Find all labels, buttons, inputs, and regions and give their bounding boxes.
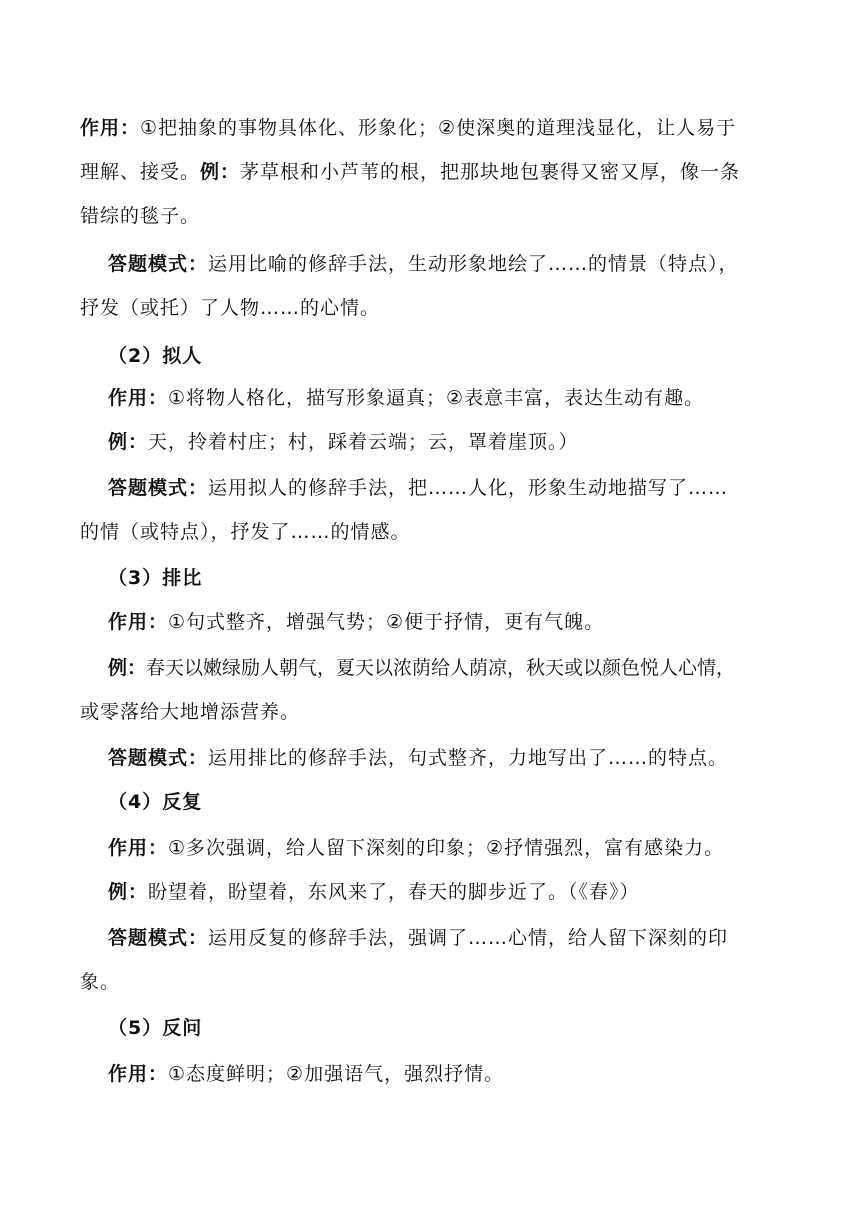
metaphor-pattern-line xyxy=(80,296,780,320)
effect-label: 作用： xyxy=(108,1063,169,1085)
pattern-text: 运用排比的修辞手法，句式整齐，力地写出了……的特点。 xyxy=(208,747,729,769)
effect-text: ①态度鲜明；②加强语气，强烈抒情。 xyxy=(168,1063,505,1085)
effect-text: ①多次强调，给人留下深刻的印象；②抒情强烈，富有感染力。 xyxy=(168,837,725,859)
rhetorical-question-effect-line xyxy=(108,1062,808,1086)
pattern-text: 运用反复的修辞手法，强调了……心情，给人留下深刻的印 xyxy=(208,927,729,949)
example-text: 春天以嫩绿励人朝气，夏天以浓荫给人荫凉，秋天或以颜色悦人心情， xyxy=(146,657,736,679)
effect-label: 作用： xyxy=(108,611,169,633)
metaphor-pattern-line xyxy=(108,252,808,276)
personification-effect-line xyxy=(108,386,808,410)
pattern-label: 答题模式： xyxy=(108,253,209,275)
pattern-label: 答题模式： xyxy=(108,477,209,499)
section-heading-repetition: （4）反复 xyxy=(108,791,203,813)
pattern-text: 抒发（或托）了人物……的心情。 xyxy=(80,297,381,319)
example-label: 例： xyxy=(108,657,147,679)
effect-text: ①把抽象的事物具体化、形象化；②使深奥的道理浅显化，让人易于 xyxy=(140,117,737,139)
personification-pattern-line xyxy=(80,520,780,544)
effect-label: 作用： xyxy=(108,837,169,859)
pattern-text: 的情（或特点），抒发了……的情感。 xyxy=(80,521,411,543)
parallelism-example-line xyxy=(80,700,780,724)
effect-text: ①将物人格化，描写形象逼真；②表意丰富，表达生动有趣。 xyxy=(168,387,705,409)
pattern-text: 象。 xyxy=(80,971,121,993)
parallelism-example-line xyxy=(108,656,808,680)
section-heading-personification: （2）拟人 xyxy=(108,345,203,367)
effect-text: ①句式整齐，增强气势；②便于抒情，更有气魄。 xyxy=(168,611,605,633)
repetition-pattern-line xyxy=(108,926,808,950)
effect-label: 作用： xyxy=(108,387,169,409)
example-label: 例： xyxy=(108,431,149,453)
effect-label: 作用： xyxy=(80,117,141,139)
example-text: 天，拎着村庄；村，踩着云端；云，罩着崖顶。） xyxy=(148,431,579,453)
parallelism-effect-line xyxy=(108,610,808,634)
section-heading-parallelism: （3）排比 xyxy=(108,567,203,589)
example-text: 盼望着，盼望着，东风来了，春天的脚步近了。（《春》） xyxy=(148,881,640,903)
pattern-text: 运用比喻的修辞手法，生动形象地绘了……的情景（特点）， xyxy=(208,253,739,275)
example-text: 或零落给大地增添营养。 xyxy=(80,701,301,723)
example-text: 茅草根和小芦苇的根，把那块地包裹得又密又厚，像一条 xyxy=(240,161,741,183)
pattern-label: 答题模式： xyxy=(108,747,209,769)
effect-text: 理解、接受。 xyxy=(80,161,201,183)
personification-example-line xyxy=(108,430,808,454)
example-label: 例： xyxy=(200,161,241,183)
section-heading-rhetorical-question: （5）反问 xyxy=(108,1017,203,1039)
metaphor-effect-line xyxy=(80,116,780,140)
repetition-effect-line xyxy=(108,836,808,860)
metaphor-effect-example-line xyxy=(80,160,780,184)
example-text: 错综的毯子。 xyxy=(80,205,201,227)
metaphor-example-line xyxy=(80,204,780,228)
parallelism-pattern-line xyxy=(108,746,808,770)
repetition-pattern-line xyxy=(80,970,780,994)
repetition-example-line xyxy=(108,880,808,904)
pattern-text: 运用拟人的修辞手法，把……人化，形象生动地描写了…… xyxy=(208,477,729,499)
pattern-label: 答题模式： xyxy=(108,927,209,949)
personification-pattern-line xyxy=(108,476,808,500)
example-label: 例： xyxy=(108,881,149,903)
